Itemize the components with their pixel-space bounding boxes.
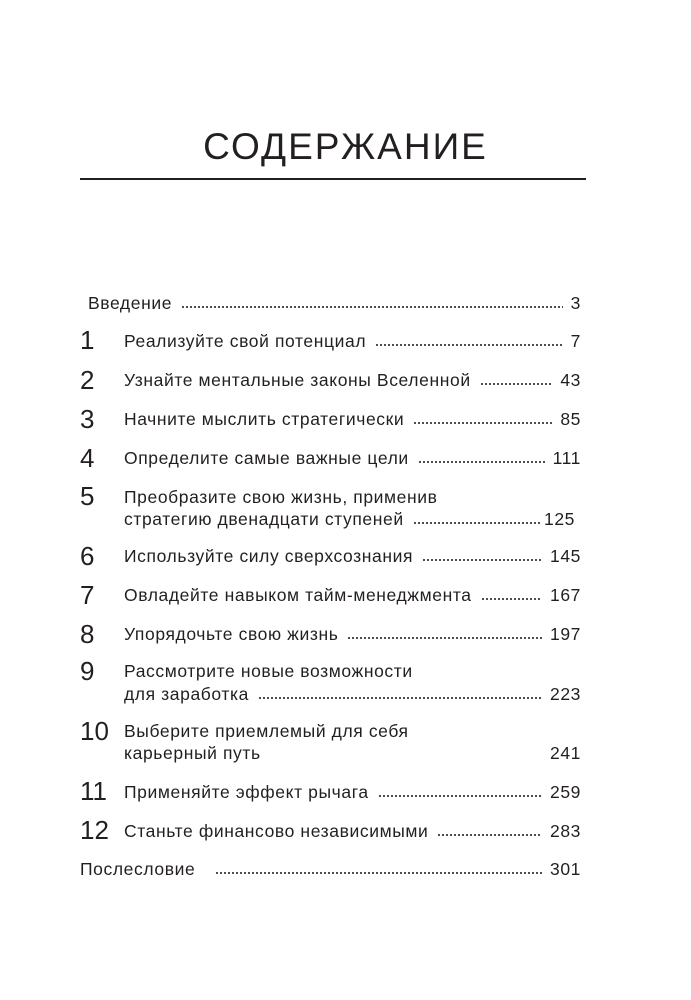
- toc-entry-title-line-2: карьерный путь: [124, 743, 261, 763]
- chapter-number: 4: [80, 443, 95, 473]
- dot-leader: [270, 755, 542, 759]
- chapter-number: 11: [80, 776, 107, 806]
- toc-entry-title-line-1: Выберите приемлемый для себя: [124, 721, 409, 741]
- toc-entry-afterword[interactable]: [80, 858, 581, 880]
- toc-entry-chapter-10[interactable]: [124, 742, 581, 764]
- toc-entry-page: 125: [544, 509, 575, 529]
- toc-entry-title: Овладейте навыком тайм-менеджмента: [124, 585, 472, 605]
- dot-leader: [422, 558, 542, 562]
- dot-leader: [481, 597, 542, 601]
- toc-entry-title-line-1: Рассмотрите новые возможности: [124, 661, 413, 681]
- toc-entry-chapter-3[interactable]: [124, 408, 581, 430]
- chapter-number: 3: [80, 404, 95, 434]
- toc-entry-page: 223: [550, 684, 581, 704]
- toc-entry-chapter-4[interactable]: [124, 447, 581, 469]
- page-title: СОДЕРЖАНИЕ: [203, 126, 488, 167]
- toc-entry-page: 43: [560, 370, 581, 390]
- toc-entry-chapter-5[interactable]: [124, 508, 575, 530]
- toc-entry-chapter-12[interactable]: [124, 820, 581, 842]
- toc-entry-title: Реализуйте свой потенциал: [124, 331, 367, 351]
- chapter-number: 8: [80, 619, 95, 649]
- chapter-number: 2: [80, 365, 95, 395]
- dot-leader: [378, 794, 542, 798]
- dot-leader: [413, 421, 552, 425]
- toc-entry-intro[interactable]: [88, 292, 581, 314]
- dot-leader: [480, 382, 553, 386]
- toc-entry-page: 197: [550, 624, 581, 644]
- toc-entry-title: Узнайте ментальные законы Вселенной: [124, 370, 471, 390]
- dot-leader: [413, 521, 542, 525]
- toc-entry-page: 259: [550, 782, 581, 802]
- toc-entry-page: 7: [570, 331, 581, 351]
- toc-entry-title: Станьте финансово независимыми: [124, 821, 429, 841]
- chapter-number: 1: [80, 325, 95, 355]
- dot-leader: [418, 460, 545, 464]
- dot-leader: [258, 696, 542, 700]
- toc-entry-title: Упорядочьте свою жизнь: [124, 624, 339, 644]
- toc-entry-title: Введение: [88, 293, 173, 313]
- toc-entry-page: 111: [552, 448, 581, 468]
- dot-leader: [347, 636, 542, 640]
- dot-leader: [375, 343, 563, 347]
- chapter-number: 5: [80, 481, 95, 511]
- title-rule: [80, 178, 586, 180]
- chapter-number: 12: [80, 815, 109, 845]
- toc-entry-chapter-11[interactable]: [124, 781, 581, 803]
- toc-entry-title: Применяйте эффект рычага: [124, 782, 369, 802]
- dot-leader: [437, 833, 542, 837]
- toc-entry-chapter-2[interactable]: [124, 369, 581, 391]
- toc-entry-chapter-7[interactable]: [124, 584, 581, 606]
- toc-entry-page: 167: [550, 585, 581, 605]
- toc-entry-title: Используйте силу сверхсознания: [124, 546, 414, 566]
- dot-leader: [181, 305, 563, 309]
- toc-entry-page: 3: [570, 293, 581, 313]
- toc-entry-page: 241: [550, 743, 581, 763]
- toc-entry-page: 85: [560, 409, 581, 429]
- chapter-number: 10: [80, 716, 109, 746]
- toc-entry-chapter-1[interactable]: [124, 330, 581, 352]
- toc-entry-title: Послесловие: [80, 859, 196, 879]
- toc-entry-title-line-2: стратегию двенадцати ступеней: [124, 509, 404, 529]
- toc-entry-page: 145: [550, 546, 581, 566]
- toc-entry-title-line-1: Преобразите свою жизнь, применив: [124, 487, 438, 507]
- toc-entry-title: Определите самые важные цели: [124, 448, 409, 468]
- toc-entry-chapter-8[interactable]: [124, 623, 581, 645]
- toc-entry-page: 301: [550, 859, 581, 879]
- dot-leader: [215, 871, 542, 875]
- toc-entry-page: 283: [550, 821, 581, 841]
- chapter-number: 7: [80, 580, 95, 610]
- toc-entry-chapter-9[interactable]: [124, 683, 581, 705]
- toc-entry-title: Начните мыслить стратегически: [124, 409, 405, 429]
- chapter-number: 6: [80, 541, 95, 571]
- chapter-number: 9: [80, 656, 95, 686]
- toc-entry-chapter-6[interactable]: [124, 545, 581, 567]
- toc-entry-title-line-2: для заработка: [124, 684, 249, 704]
